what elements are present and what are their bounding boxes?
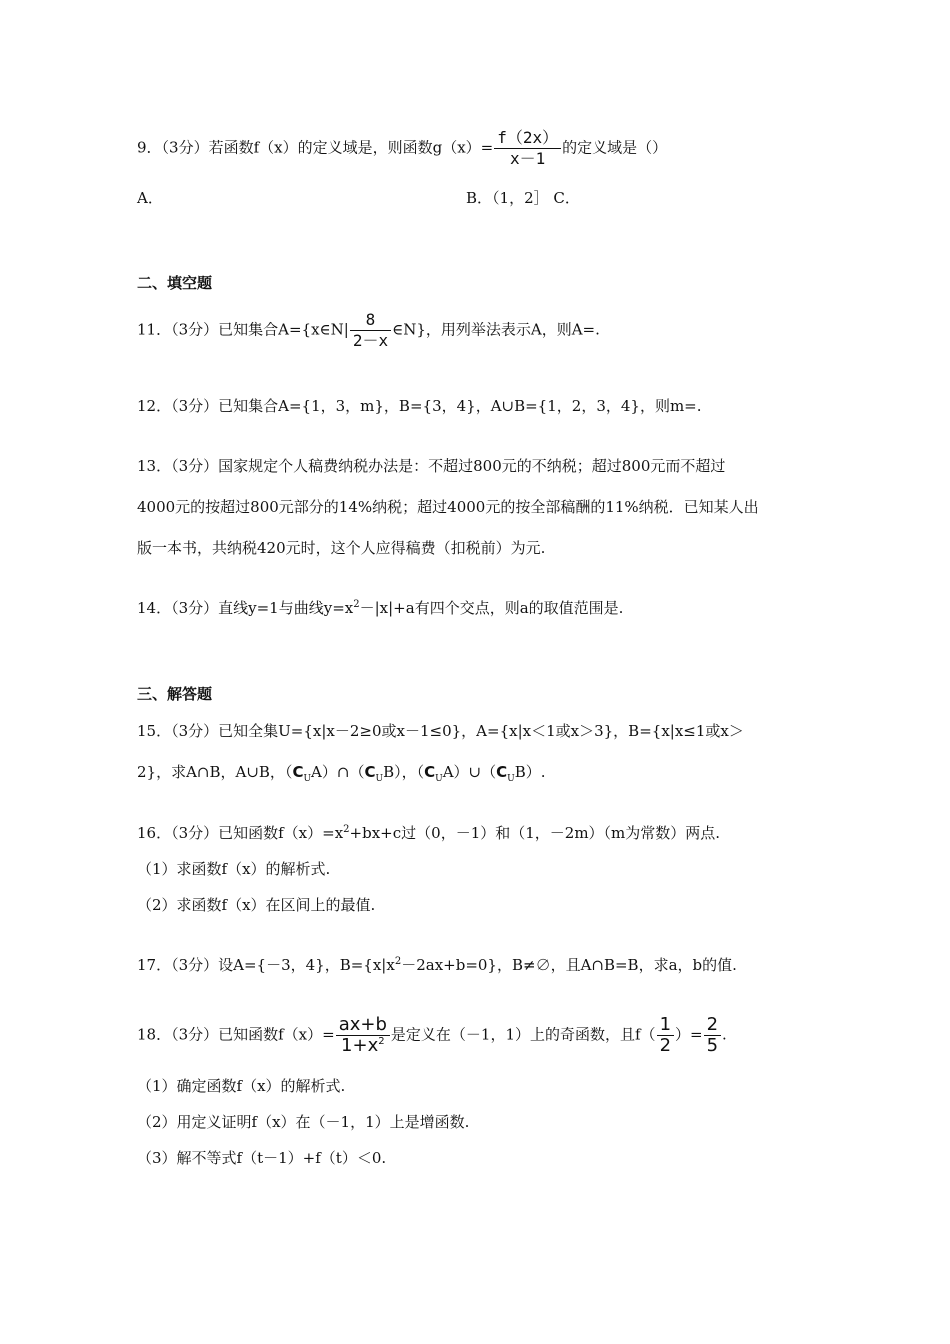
q14-text: 14．（3分）直线y=1与曲线y=x (137, 599, 354, 617)
question-17: 17．（3分）设A={－3，4}，$B=\{x|x^2-2ax+b=0\}$，B≠∅，且A∩B=B，求a，b的值. (137, 956, 737, 974)
section-fill-in-blank: 二、填空题 (137, 274, 213, 292)
question-18-part-3: （3）解不等式f（t－1）+f（t）＜0. (137, 1149, 387, 1167)
question-16: 16．（3分）已知函数$f(x)=x^2+bx+c$过（0，－1）和（1，－2m）（m为常数）两点. (137, 824, 721, 842)
q9-numerator: f（2x） (494, 128, 561, 149)
q14-exponent: 2 (353, 599, 360, 610)
question-12: 12．（3分）已知集合A={1，3，m}，B={3，4}，A∪B={1，2，3，4}，则m=. (137, 397, 702, 415)
question-15-line-2: 2}，求A∩B，A∪B，$(C_UA)\cap(C_UB)$，$(C_UA)\cup(C_UB)$. (137, 763, 546, 784)
question-14 (137, 598, 623, 618)
q11-numerator: 8 (350, 310, 391, 331)
complement-symbol: C (424, 763, 436, 781)
q9-fraction (494, 128, 561, 169)
question-13-line-2: 4000元的按超过800元部分的14%纳税；超过4000元的按全部稿酬的11%纳税．已知某人出 (137, 498, 759, 516)
q9-option-a: A． (137, 189, 163, 207)
complement-symbol: C (364, 763, 376, 781)
q18-result-fraction: $\frac{2}{5}$ (704, 1015, 721, 1056)
q11-text: 11．（3分）已知集合A={x∈N| (137, 320, 349, 339)
complement-symbol: C (496, 763, 508, 781)
q18-half-fraction: $\frac{1}{2}$ (657, 1015, 674, 1056)
q11-text-end: ∈N}，用列举法表示A，则A=. (392, 320, 600, 339)
q9-denominator: x－1 (510, 149, 546, 168)
question-16-part-1: （1）求函数f（x）的解析式. (137, 860, 331, 878)
question-13-line-3: 版一本书，共纳税420元时，这个人应得稿费（扣税前）为元. (137, 539, 546, 557)
q11-denominator: 2－x (352, 331, 389, 350)
complement-symbol: C (292, 763, 304, 781)
question-18: 18．（3分）已知函数f（x）= $\frac{ax+b}{1+x^2}$ 是定义在（－1，1）上的奇函数，且f（ $\frac{1}{2}$ ）= $\frac{2}{5}$ . (137, 1014, 727, 1056)
question-11 (137, 310, 600, 351)
q18-function-fraction: $\frac{ax+b}{1+x^2}$ (336, 1015, 390, 1056)
question-13-line-1: 13．（3分）国家规定个人稿费纳税办法是：不超过800元的不纳税；超过800元而不超过 (137, 457, 726, 475)
question-18-part-2: （2）用定义证明f（x）在（－1，1）上是增函数. (137, 1113, 470, 1131)
q11-fraction (350, 310, 391, 351)
q9-text: 9．（3分）若函数f（x）的定义域是，则函数g（x）= (137, 138, 494, 157)
question-18-part-1: （1）确定函数f（x）的解析式. (137, 1077, 346, 1095)
q9-option-bc: B．（1，2］ C． (466, 189, 580, 207)
question-15-line-1: 15．（3分）已知全集U={x|x－2≥0或x－1≤0}，A={x|x＜1或x＞3}，B={x|x≤1或x＞ (137, 722, 744, 740)
section-answer-questions: 三、解答题 (137, 685, 213, 703)
q14-text-end: －|x|+a有四个交点，则a的取值范围是. (359, 599, 624, 617)
question-16-part-2: （2）求函数f（x）在区间上的最值. (137, 896, 376, 914)
q9-text-end: 的定义域是（） (562, 138, 668, 157)
question-9 (137, 128, 667, 169)
